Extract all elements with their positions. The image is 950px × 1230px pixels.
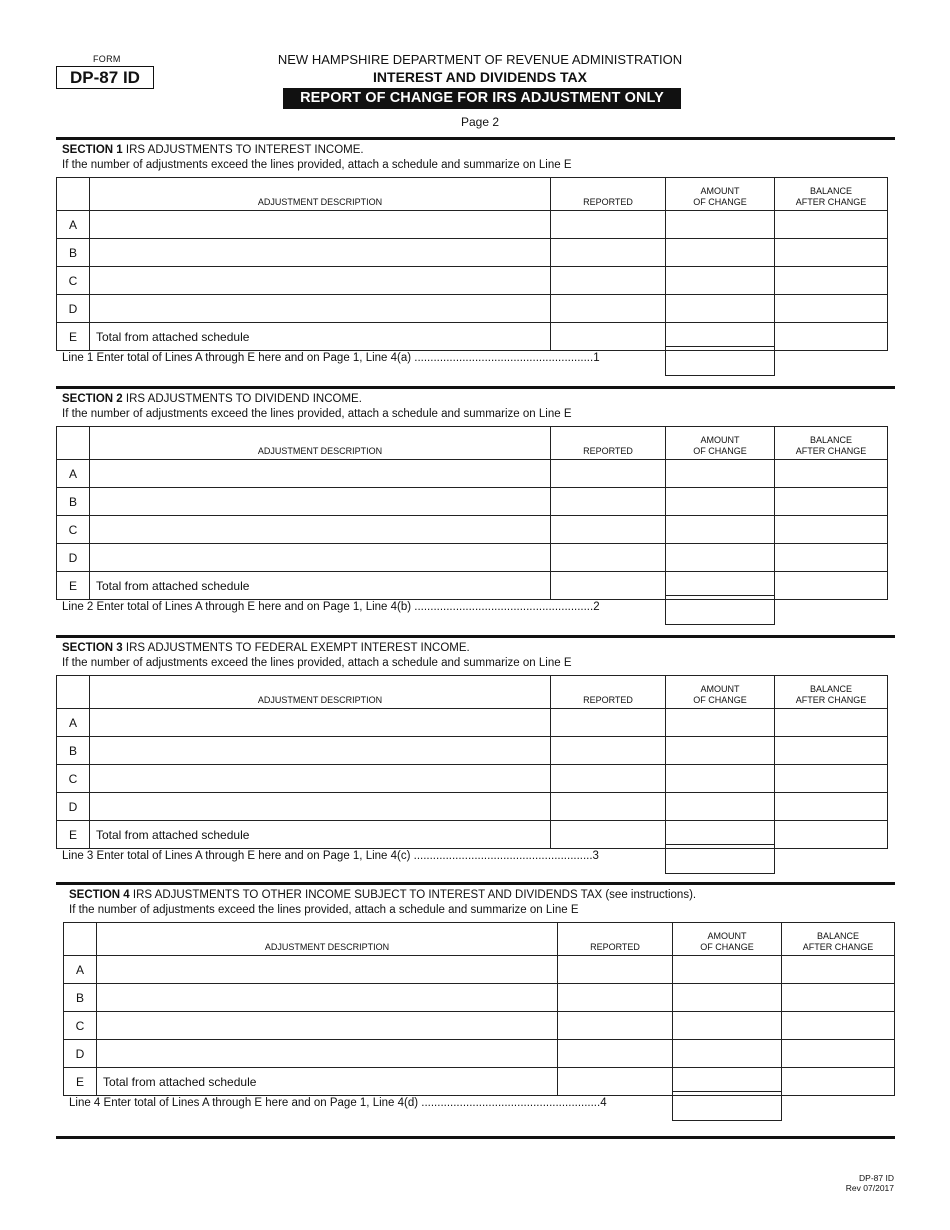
table-row bbox=[57, 516, 888, 544]
description-field[interactable] bbox=[90, 488, 551, 516]
balance-after-change-field[interactable] bbox=[782, 956, 895, 984]
balance-after-change-field[interactable] bbox=[782, 1040, 895, 1068]
reported-field[interactable] bbox=[551, 488, 666, 516]
row-letter: E bbox=[57, 572, 90, 600]
section-rule bbox=[56, 386, 895, 389]
header-amount-line2: OF CHANGE bbox=[693, 445, 747, 456]
description-field[interactable] bbox=[90, 544, 551, 572]
footer-revision: Rev 07/2017 bbox=[845, 1183, 894, 1193]
balance-after-change-field[interactable] bbox=[775, 544, 888, 572]
row-letter: D bbox=[57, 544, 90, 572]
description-field[interactable] bbox=[97, 956, 558, 984]
row-letter: D bbox=[57, 793, 90, 821]
row-letter: C bbox=[64, 1012, 97, 1040]
description-field[interactable] bbox=[90, 295, 551, 323]
header-description: ADJUSTMENT DESCRIPTION bbox=[97, 923, 558, 956]
balance-after-change-field[interactable] bbox=[775, 572, 888, 600]
section-heading bbox=[62, 642, 470, 654]
footer bbox=[846, 1173, 894, 1193]
header-blank bbox=[57, 427, 90, 460]
reported-field[interactable] bbox=[551, 544, 666, 572]
section-note: If the number of adjustments exceed the lines provided, attach a schedule and summarize on Line E bbox=[62, 408, 572, 420]
header-balance-line2: AFTER CHANGE bbox=[795, 694, 867, 705]
amount-of-change-field[interactable] bbox=[666, 460, 775, 488]
amount-of-change-field[interactable] bbox=[666, 239, 775, 267]
header-amount-of-change bbox=[673, 923, 782, 956]
row-letter: C bbox=[57, 516, 90, 544]
amount-of-change-field[interactable] bbox=[666, 737, 775, 765]
description-field[interactable] bbox=[90, 211, 551, 239]
header-reported: REPORTED bbox=[558, 923, 673, 956]
header-balance-line2: AFTER CHANGE bbox=[802, 941, 874, 952]
tax-name: INTEREST AND DIVIDENDS TAX bbox=[373, 69, 587, 85]
description-field[interactable] bbox=[90, 460, 551, 488]
header-balance-line1: BALANCE bbox=[816, 931, 860, 941]
header-balance-line2: AFTER CHANGE bbox=[795, 196, 867, 207]
section-heading bbox=[62, 393, 362, 405]
table-header bbox=[64, 923, 895, 956]
report-banner: REPORT OF CHANGE FOR IRS ADJUSTMENT ONLY bbox=[283, 88, 681, 109]
description-field[interactable]: Total from attached schedule bbox=[90, 821, 551, 849]
balance-after-change-field[interactable] bbox=[782, 984, 895, 1012]
page-number: Page 2 bbox=[460, 115, 500, 129]
reported-field[interactable] bbox=[551, 460, 666, 488]
header-blank bbox=[57, 676, 90, 709]
line-total-field[interactable] bbox=[665, 595, 775, 625]
table-row bbox=[64, 956, 895, 984]
description-field[interactable] bbox=[90, 737, 551, 765]
adjustments-table bbox=[56, 675, 888, 849]
header-description: ADJUSTMENT DESCRIPTION bbox=[90, 178, 551, 211]
header-amount-of-change bbox=[666, 427, 775, 460]
table-row bbox=[57, 793, 888, 821]
balance-after-change-field[interactable] bbox=[775, 323, 888, 351]
reported-field[interactable] bbox=[551, 516, 666, 544]
amount-of-change-field[interactable] bbox=[666, 765, 775, 793]
amount-of-change-field[interactable] bbox=[673, 1040, 782, 1068]
line-total-label: Line 3 Enter total of Lines A through E here and on Page 1, Line 4(c) ........................................................3 bbox=[62, 850, 599, 862]
balance-after-change-field[interactable] bbox=[775, 793, 888, 821]
header-description: ADJUSTMENT DESCRIPTION bbox=[90, 676, 551, 709]
reported-field[interactable] bbox=[551, 239, 666, 267]
balance-after-change-field[interactable] bbox=[775, 765, 888, 793]
amount-of-change-field[interactable] bbox=[666, 793, 775, 821]
table-header bbox=[57, 676, 888, 709]
header-amount-line2: OF CHANGE bbox=[693, 196, 747, 207]
description-field[interactable] bbox=[90, 267, 551, 295]
agency-name: NEW HAMPSHIRE DEPARTMENT OF REVENUE ADMINISTRATION bbox=[277, 52, 683, 67]
header-amount-line2: OF CHANGE bbox=[693, 694, 747, 705]
table-row bbox=[57, 239, 888, 267]
description-field[interactable]: Total from attached schedule bbox=[90, 572, 551, 600]
header-reported: REPORTED bbox=[551, 178, 666, 211]
row-letter: A bbox=[57, 460, 90, 488]
balance-after-change-field[interactable] bbox=[782, 1012, 895, 1040]
table-row bbox=[57, 460, 888, 488]
amount-of-change-field[interactable] bbox=[666, 295, 775, 323]
adjustments-table bbox=[56, 177, 888, 351]
reported-field[interactable] bbox=[551, 267, 666, 295]
description-field[interactable] bbox=[90, 516, 551, 544]
form-label: FORM bbox=[93, 54, 121, 64]
row-letter: D bbox=[57, 295, 90, 323]
balance-after-change-field[interactable] bbox=[775, 267, 888, 295]
balance-after-change-field[interactable] bbox=[775, 709, 888, 737]
line-total-label: Line 2 Enter total of Lines A through E here and on Page 1, Line 4(b) ........................................................2 bbox=[62, 601, 600, 613]
section-rule bbox=[56, 882, 895, 885]
row-letter: A bbox=[57, 709, 90, 737]
reported-field[interactable] bbox=[551, 709, 666, 737]
amount-of-change-field[interactable] bbox=[666, 211, 775, 239]
table-row bbox=[64, 984, 895, 1012]
amount-of-change-field[interactable] bbox=[666, 488, 775, 516]
header-amount-line1: AMOUNT bbox=[700, 435, 740, 445]
section-title: IRS ADJUSTMENTS TO OTHER INCOME SUBJECT TO INTEREST AND DIVIDENDS TAX (see instructions). bbox=[132, 889, 697, 901]
reported-field[interactable] bbox=[551, 323, 666, 351]
table-row bbox=[57, 267, 888, 295]
section-title: IRS ADJUSTMENTS TO DIVIDEND INCOME. bbox=[125, 393, 362, 405]
reported-field[interactable] bbox=[551, 821, 666, 849]
reported-field[interactable] bbox=[558, 984, 673, 1012]
adjustments-table bbox=[56, 426, 888, 600]
amount-of-change-field[interactable] bbox=[666, 544, 775, 572]
reported-field[interactable] bbox=[551, 211, 666, 239]
row-letter: B bbox=[57, 488, 90, 516]
header-amount-line1: AMOUNT bbox=[700, 684, 740, 694]
form-number: DP-87 ID bbox=[56, 66, 154, 89]
row-letter: E bbox=[64, 1068, 97, 1096]
section-heading bbox=[62, 144, 364, 156]
header-amount-line2: OF CHANGE bbox=[700, 941, 754, 952]
balance-after-change-field[interactable] bbox=[782, 1068, 895, 1096]
section-rule bbox=[56, 635, 895, 638]
section-label: SECTION 4 bbox=[69, 889, 130, 901]
description-field[interactable] bbox=[90, 709, 551, 737]
table-header bbox=[57, 178, 888, 211]
row-letter: E bbox=[57, 821, 90, 849]
row-letter: E bbox=[57, 323, 90, 351]
section-title: IRS ADJUSTMENTS TO FEDERAL EXEMPT INTEREST INCOME. bbox=[125, 642, 470, 654]
reported-field[interactable] bbox=[551, 572, 666, 600]
amount-of-change-field[interactable] bbox=[673, 1012, 782, 1040]
row-letter: C bbox=[57, 765, 90, 793]
header-amount-of-change bbox=[666, 178, 775, 211]
section-label: SECTION 3 bbox=[62, 642, 123, 654]
header-balance-line1: BALANCE bbox=[809, 684, 853, 694]
balance-after-change-field[interactable] bbox=[775, 488, 888, 516]
amount-of-change-field[interactable] bbox=[673, 984, 782, 1012]
row-letter: B bbox=[57, 737, 90, 765]
table-header bbox=[57, 427, 888, 460]
table-row bbox=[57, 709, 888, 737]
header-amount-line1: AMOUNT bbox=[700, 186, 740, 196]
balance-after-change-field[interactable] bbox=[775, 737, 888, 765]
header-reported: REPORTED bbox=[551, 676, 666, 709]
description-field[interactable]: Total from attached schedule bbox=[90, 323, 551, 351]
section-label: SECTION 1 bbox=[62, 144, 123, 156]
description-field[interactable] bbox=[90, 239, 551, 267]
section-note: If the number of adjustments exceed the lines provided, attach a schedule and summarize on Line E bbox=[62, 657, 572, 669]
reported-field[interactable] bbox=[558, 1040, 673, 1068]
header-balance-line1: BALANCE bbox=[809, 435, 853, 445]
balance-after-change-field[interactable] bbox=[775, 239, 888, 267]
description-field[interactable] bbox=[90, 793, 551, 821]
header-balance-after-change bbox=[775, 178, 888, 211]
section-rule bbox=[56, 137, 895, 140]
header-balance-after-change bbox=[775, 427, 888, 460]
line-total-field[interactable] bbox=[672, 1091, 782, 1121]
balance-after-change-field[interactable] bbox=[775, 821, 888, 849]
reported-field[interactable] bbox=[551, 793, 666, 821]
description-field[interactable] bbox=[90, 765, 551, 793]
balance-after-change-field[interactable] bbox=[775, 516, 888, 544]
table-row bbox=[57, 211, 888, 239]
row-letter: B bbox=[57, 239, 90, 267]
balance-after-change-field[interactable] bbox=[775, 211, 888, 239]
header-balance-line2: AFTER CHANGE bbox=[795, 445, 867, 456]
header-blank bbox=[64, 923, 97, 956]
amount-of-change-field[interactable] bbox=[666, 267, 775, 295]
reported-field[interactable] bbox=[551, 737, 666, 765]
amount-of-change-field[interactable] bbox=[666, 709, 775, 737]
row-letter: A bbox=[64, 956, 97, 984]
adjustments-table bbox=[63, 922, 895, 1096]
balance-after-change-field[interactable] bbox=[775, 460, 888, 488]
line-total-label: Line 4 Enter total of Lines A through E here and on Page 1, Line 4(d) ........................................................4 bbox=[69, 1097, 607, 1109]
header-reported: REPORTED bbox=[551, 427, 666, 460]
table-row bbox=[57, 544, 888, 572]
header-balance-after-change bbox=[782, 923, 895, 956]
section-heading bbox=[69, 889, 696, 901]
row-letter: C bbox=[57, 267, 90, 295]
section-label: SECTION 2 bbox=[62, 393, 123, 405]
table-row bbox=[57, 765, 888, 793]
header-description: ADJUSTMENT DESCRIPTION bbox=[90, 427, 551, 460]
description-field[interactable] bbox=[97, 1012, 558, 1040]
description-field[interactable] bbox=[97, 984, 558, 1012]
line-total-label: Line 1 Enter total of Lines A through E here and on Page 1, Line 4(a) ........................................................1 bbox=[62, 352, 600, 364]
amount-of-change-field[interactable] bbox=[666, 516, 775, 544]
header-balance-after-change bbox=[775, 676, 888, 709]
section-note: If the number of adjustments exceed the lines provided, attach a schedule and summarize on Line E bbox=[69, 904, 579, 916]
header-amount-line1: AMOUNT bbox=[707, 931, 747, 941]
table-row bbox=[64, 1040, 895, 1068]
reported-field[interactable] bbox=[551, 765, 666, 793]
row-letter: A bbox=[57, 211, 90, 239]
description-field[interactable]: Total from attached schedule bbox=[97, 1068, 558, 1096]
table-row bbox=[57, 737, 888, 765]
table-row bbox=[64, 1012, 895, 1040]
reported-field[interactable] bbox=[558, 1068, 673, 1096]
footer-form-number: DP-87 ID bbox=[859, 1173, 894, 1183]
bottom-rule bbox=[56, 1136, 895, 1139]
table-row bbox=[57, 295, 888, 323]
section-note: If the number of adjustments exceed the lines provided, attach a schedule and summarize on Line E bbox=[62, 159, 572, 171]
header-amount-of-change bbox=[666, 676, 775, 709]
reported-field[interactable] bbox=[558, 1012, 673, 1040]
balance-after-change-field[interactable] bbox=[775, 295, 888, 323]
section-title: IRS ADJUSTMENTS TO INTEREST INCOME. bbox=[125, 144, 364, 156]
table-row bbox=[57, 488, 888, 516]
reported-field[interactable] bbox=[551, 295, 666, 323]
row-letter: D bbox=[64, 1040, 97, 1068]
header-balance-line1: BALANCE bbox=[809, 186, 853, 196]
description-field[interactable] bbox=[97, 1040, 558, 1068]
amount-of-change-field[interactable] bbox=[673, 956, 782, 984]
reported-field[interactable] bbox=[558, 956, 673, 984]
header-blank bbox=[57, 178, 90, 211]
row-letter: B bbox=[64, 984, 97, 1012]
line-total-field[interactable] bbox=[665, 844, 775, 874]
line-total-field[interactable] bbox=[665, 346, 775, 376]
